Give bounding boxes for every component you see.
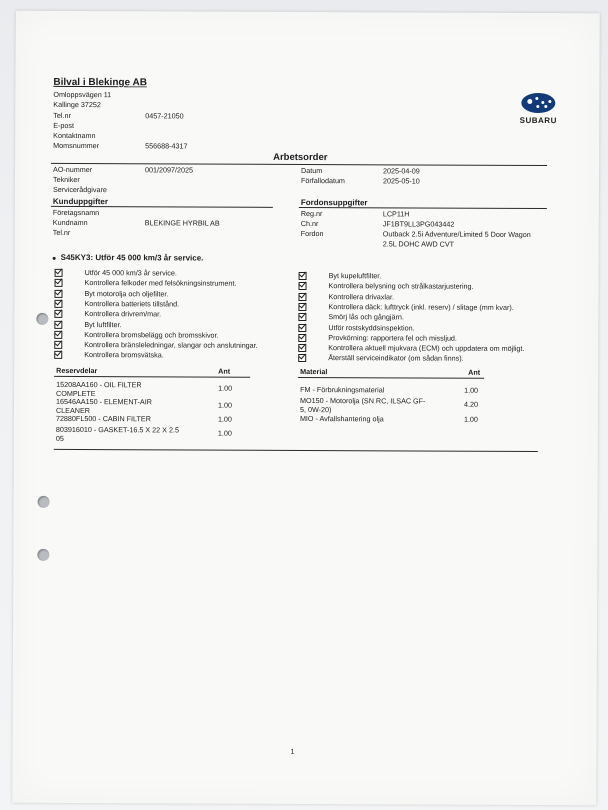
company-label-email: E-post <box>53 120 75 130</box>
material-qty-heading: Ant <box>468 367 481 377</box>
table-row-qty: 1.00 <box>464 385 479 395</box>
tech-label: Tekniker <box>52 174 80 185</box>
date-value: 2025-04-09 <box>383 166 420 176</box>
checklist-item: Byt kupeluftfilter. <box>328 271 382 281</box>
vehicle-ch-label: Ch.nr <box>300 218 319 229</box>
material-heading: Material <box>300 366 328 377</box>
checklist-item: Smörj lås och gångjärn. <box>328 312 404 322</box>
divider <box>298 377 484 379</box>
subaru-wordmark: SUBARU <box>519 115 557 126</box>
checkbox-checked <box>55 279 63 287</box>
checklist-item: Utför rostskyddsinspektion. <box>328 322 415 332</box>
checklist-item: Kontrollera bränsleledningar, slangar och anslutningar. <box>84 340 258 350</box>
work-order-document <box>12 11 599 806</box>
checklist-item: Kontrollera felkoder med felsökningsinstrument. <box>84 278 237 288</box>
checklist-item: Kontrollera drivrem/mar. <box>84 309 162 319</box>
table-row-description: MIO - Avfallshantering olja <box>299 413 384 424</box>
vehicle-reg-value: LCP11H <box>382 209 410 219</box>
ao-label: AO-nummer <box>53 164 93 175</box>
divider <box>299 207 547 209</box>
checkbox-checked <box>299 282 307 290</box>
vehicle-ch-value: JF1BT9LL3PG043442 <box>382 219 455 229</box>
divider <box>54 376 250 378</box>
checklist-item: Kontrollera aktuell mjukvara (ECM) och uppdatera om möjligt. <box>328 343 525 354</box>
vehicle-model-line2: 2.5L DOHC AWD CVT <box>382 239 455 249</box>
advisor-label: Servicerådgivare <box>52 184 107 195</box>
page-number: 1 <box>290 746 295 756</box>
customer-name-label: Kundnamn <box>52 217 88 228</box>
vehicle-heading: Fordonsuppgifter <box>300 197 368 208</box>
table-row-description: 72880FL500 - CABIN FILTER <box>55 413 151 424</box>
table-row-description-cont: 05 <box>55 433 64 443</box>
company-vat: 556688-4317 <box>145 141 188 151</box>
customer-heading: Kunduppgifter <box>52 196 109 207</box>
customer-name-value: BLEKINGE HYRBIL AB <box>144 218 220 228</box>
parts-qty-heading: Ant <box>218 366 231 376</box>
company-phone: 0457-21050 <box>145 111 184 121</box>
page-title: Arbetsorder <box>273 151 328 164</box>
table-row-qty: 1.00 <box>217 400 233 410</box>
vehicle-reg-label: Reg.nr <box>300 208 323 219</box>
table-row-description: FM - Förbrukningsmaterial <box>300 384 385 395</box>
checkbox-checked <box>298 313 306 321</box>
checklist-item: Kontrollera belysning och strålkastarjustering. <box>328 281 474 292</box>
divider <box>54 449 538 452</box>
checklist-item: Kontrollera batteriets tillstånd. <box>84 298 180 309</box>
table-row-description: MO150 - Motorolja (SN RC, ILSAC GF- <box>300 395 426 406</box>
subaru-stars-icon <box>521 93 555 113</box>
checklist-item: Byt luftfilter. <box>84 319 122 329</box>
table-row-description-cont: COMPLETE <box>56 388 96 398</box>
company-label-vat: Momsnummer <box>53 140 100 151</box>
company-address-2: Kallinge 37252 <box>53 99 101 110</box>
table-row-qty: 1.00 <box>217 428 232 438</box>
table-row-qty: 1.00 <box>217 414 232 424</box>
checklist-item: Provkörning: rapportera fel och missljud. <box>328 332 457 343</box>
table-row-description: 15208AA160 - OIL FILTER <box>56 379 142 390</box>
checkbox-checked <box>54 351 62 359</box>
customer-phone-label: Tel.nr <box>52 227 71 237</box>
company-label-contact: Kontaktnamn <box>53 130 96 141</box>
vehicle-model-line1: Outback 2.5i Adventure/Limited 5 Door Wagon <box>382 229 531 239</box>
service-heading: S45KY3: Utför 45 000 km/3 år service. <box>60 252 204 263</box>
checkbox-checked <box>298 354 306 362</box>
table-row-description-cont: 5, 0W-20) <box>299 404 332 414</box>
table-row-qty: 1.00 <box>463 414 478 424</box>
due-label: Förfallodatum <box>300 175 345 186</box>
table-row-qty: 4.20 <box>463 399 479 409</box>
bullet-icon <box>53 257 56 260</box>
punch-hole <box>37 549 49 561</box>
punch-hole <box>38 496 50 508</box>
checklist-item: Utför 45 000 km/3 år service. <box>84 268 177 278</box>
checklist-item: Kontrollera däck: lufttryck (inkl. reserv) / slitage (mm kvar). <box>328 301 514 312</box>
divider <box>51 163 547 166</box>
company-address-1: Omloppsvägen 11 <box>53 89 112 100</box>
checklist-item: Återställ serviceindikator (om sådan finns). <box>328 353 464 364</box>
company-label-phone: Tel.nr <box>53 110 71 120</box>
checklist-item: Kontrollera drivaxlar. <box>328 291 395 301</box>
customer-company-label: Företagsnamn <box>52 207 100 218</box>
due-value: 2025-05-10 <box>382 176 420 186</box>
table-row-description: 803916010 - GASKET-16.5 X 22 X 2.5 <box>55 424 180 435</box>
date-label: Datum <box>301 165 323 176</box>
vehicle-model-label: Fordon <box>300 228 324 239</box>
checklist-item: Byt motorolja och oljefilter. <box>84 288 169 298</box>
table-row-description-cont: CLEANER <box>55 405 90 415</box>
subaru-logo <box>511 93 565 131</box>
punch-hole <box>36 313 48 325</box>
checklist-item: Kontrollera bromsbelägg och bromsskivor. <box>84 329 219 340</box>
table-row-description: 16546AA150 - ELEMENT-AIR <box>56 396 152 407</box>
company-name: Bilval i Blekinge AB <box>53 76 147 89</box>
parts-heading: Reservdelar <box>56 365 98 376</box>
ao-value: 001/2097/2025 <box>145 165 194 175</box>
checkbox-checked <box>54 310 62 318</box>
table-row-qty: 1.00 <box>218 383 233 393</box>
checklist-item: Kontrollera bromsvätska. <box>84 350 164 360</box>
